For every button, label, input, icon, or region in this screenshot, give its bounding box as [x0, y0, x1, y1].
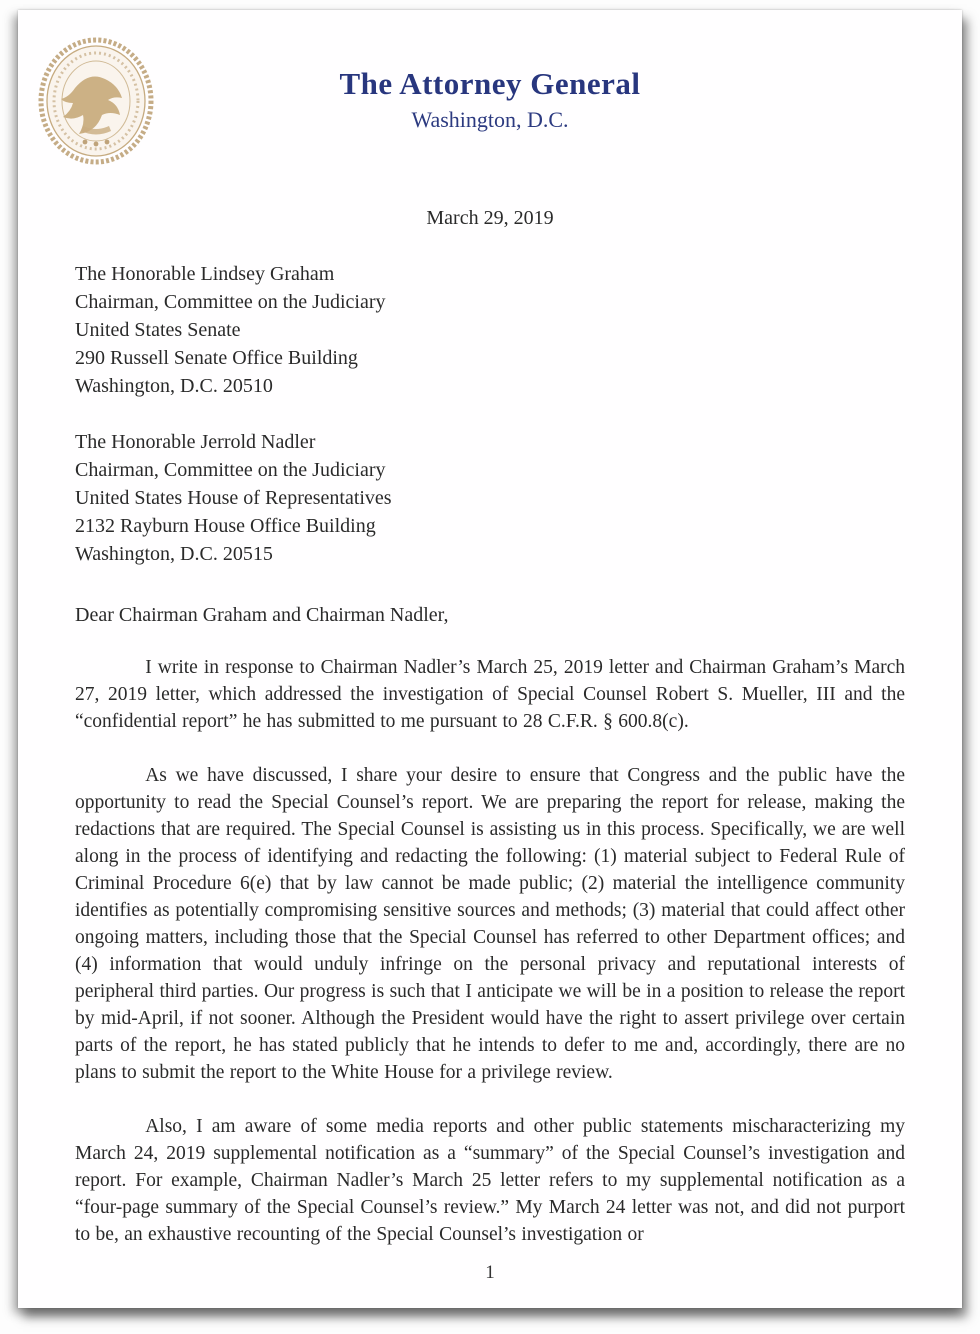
page-number: 1: [485, 1262, 495, 1283]
letterhead-title: The Attorney General: [339, 66, 641, 101]
department-of-justice-seal-icon: [35, 34, 157, 168]
recipient-line: Chairman, Committee on the Judiciary: [75, 459, 386, 481]
date-line: March 29, 2019: [426, 207, 554, 229]
letter-page: [18, 10, 962, 1308]
letterhead: [75, 10, 905, 133]
recipient-line: United States Senate: [75, 319, 241, 341]
recipient-line: 2132 Rayburn House Office Building: [75, 515, 376, 537]
body-paragraph-1: I write in response to Chairman Nadler’s March 25, 2019 letter and Chairman Graham’s March 27, 2019 letter, which addressed the investigation of Special Counsel Robert S. Mueller, III and the “confidential report” he has submitted to me pursuant to 28 C.F.R. § 600.8(c).: [75, 657, 905, 732]
recipient-line: Washington, D.C. 20515: [75, 543, 273, 565]
recipient-line: Washington, D.C. 20510: [75, 375, 273, 397]
body-paragraph-3: Also, I am aware of some media reports and other public statements mischaracterizing my March 24, 2019 supplemental notification as a “summary” of the Special Counsel’s investigation and report. For example, Chairman Nadler’s March 25 letter refers to my supplemental notification as a “four-page summary of the Special Counsel’s review.” My March 24 letter was not, and did not purport to be, an exhaustive recounting of the Special Counsel’s investigation or: [75, 1116, 905, 1245]
recipient-line: United States House of Representatives: [75, 487, 392, 509]
recipient-line: The Honorable Jerrold Nadler: [75, 431, 316, 453]
recipient-block-nadler: [75, 428, 905, 568]
body-paragraph-2: As we have discussed, I share your desire to ensure that Congress and the public have the opportunity to read the Special Counsel’s report. We are preparing the report for release, making the redactions that are required. The Special Counsel is assisting us in this process. Specifically, we are well along in the process of identifying and redacting the following: (1) material subject to Federal Rule of Criminal Procedure 6(e) that by law cannot be made public; (2) material the intelligence community identifies as potentially compromising sensitive sources and methods; (3) material that could affect other ongoing matters, including those that the Special Counsel has referred to other Department offices; and (4) information that would unduly infringe on the personal privacy and reputational interests of peripheral third parties. Our progress is such that I anticipate we will be in a position to release the report by mid-April, if not sooner. Although the President would have the right to assert privilege over certain parts of the report, he has stated publicly that he intends to defer to me and, accordingly, there are no plans to submit the report to the White House for a privilege review.: [75, 765, 905, 1083]
recipient-line: The Honorable Lindsey Graham: [75, 263, 335, 285]
recipient-line: 290 Russell Senate Office Building: [75, 347, 358, 369]
salutation: Dear Chairman Graham and Chairman Nadler,: [75, 604, 449, 626]
recipient-block-graham: [75, 260, 905, 400]
letterhead-subtitle: Washington, D.C.: [411, 107, 569, 132]
recipient-line: Chairman, Committee on the Judiciary: [75, 291, 386, 313]
